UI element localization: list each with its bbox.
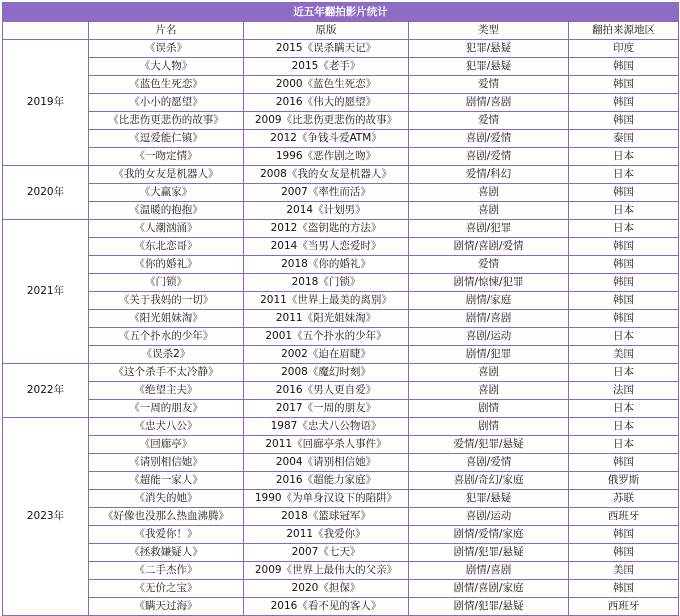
cell-genre: 爱情/科幻 bbox=[409, 166, 569, 184]
cell-genre: 剧情/爱情/家庭 bbox=[409, 526, 569, 544]
header-year bbox=[3, 22, 89, 40]
cell-original: 2018《门锁》 bbox=[244, 274, 409, 292]
cell-original: 2016《超能力家庭》 bbox=[244, 472, 409, 490]
cell-region: 日本 bbox=[569, 436, 679, 454]
table-row bbox=[3, 508, 679, 526]
cell-region: 日本 bbox=[569, 364, 679, 382]
cell-title: 《东北恋哥》 bbox=[89, 238, 244, 256]
table-row bbox=[3, 238, 679, 256]
cell-genre: 爱情 bbox=[409, 256, 569, 274]
year-cell: 2021年 bbox=[3, 220, 89, 364]
cell-region: 泰国 bbox=[569, 130, 679, 148]
table-row bbox=[3, 112, 679, 130]
cell-title: 《你的婚礼》 bbox=[89, 256, 244, 274]
cell-region: 美国 bbox=[569, 562, 679, 580]
cell-original: 2016《男人更自爱》 bbox=[244, 382, 409, 400]
cell-original: 2011《世界上最美的离别》 bbox=[244, 292, 409, 310]
table-row bbox=[3, 94, 679, 112]
cell-title: 《忠犬八公》 bbox=[89, 418, 244, 436]
table-title: 近五年翻拍影片统计 bbox=[3, 3, 679, 22]
cell-region: 韩国 bbox=[569, 454, 679, 472]
cell-region: 日本 bbox=[569, 418, 679, 436]
cell-genre: 剧情/喜剧 bbox=[409, 562, 569, 580]
cell-region: 日本 bbox=[569, 220, 679, 238]
table-row bbox=[3, 76, 679, 94]
cell-original: 2009《世界上最伟大的父亲》 bbox=[244, 562, 409, 580]
cell-title: 《蓝色生死恋》 bbox=[89, 76, 244, 94]
cell-genre: 剧情/犯罪 bbox=[409, 346, 569, 364]
cell-original: 2012《盗钥匙的方法》 bbox=[244, 220, 409, 238]
table-row bbox=[3, 382, 679, 400]
cell-title: 《逗爱能仁镇》 bbox=[89, 130, 244, 148]
cell-region: 印度 bbox=[569, 40, 679, 58]
cell-original: 2014《当男人恋爱时》 bbox=[244, 238, 409, 256]
table-row bbox=[3, 166, 679, 184]
cell-genre: 剧情/惊悚/犯罪 bbox=[409, 274, 569, 292]
cell-genre: 剧情/犯罪/悬疑 bbox=[409, 544, 569, 562]
cell-region: 韩国 bbox=[569, 76, 679, 94]
cell-title: 《比悲伤更悲伤的故事》 bbox=[89, 112, 244, 130]
table-row bbox=[3, 400, 679, 418]
cell-title: 《门锁》 bbox=[89, 274, 244, 292]
table-row bbox=[3, 40, 679, 58]
cell-title: 《关于我妈的一切》 bbox=[89, 292, 244, 310]
header-original: 原版 bbox=[244, 22, 409, 40]
cell-genre: 剧情/喜剧/爱情 bbox=[409, 238, 569, 256]
cell-genre: 喜剧/运动 bbox=[409, 508, 569, 526]
cell-region: 韩国 bbox=[569, 526, 679, 544]
cell-original: 2015《误杀瞒天记》 bbox=[244, 40, 409, 58]
cell-genre: 剧情/喜剧/家庭 bbox=[409, 580, 569, 598]
cell-region: 韩国 bbox=[569, 580, 679, 598]
cell-genre: 剧情 bbox=[409, 418, 569, 436]
table-row bbox=[3, 526, 679, 544]
cell-genre: 喜剧 bbox=[409, 202, 569, 220]
table-row bbox=[3, 58, 679, 76]
cell-original: 1990《为单身汉设下的陷阱》 bbox=[244, 490, 409, 508]
cell-title: 《二手杰作》 bbox=[89, 562, 244, 580]
cell-original: 2016《看不见的客人》 bbox=[244, 598, 409, 616]
cell-region: 日本 bbox=[569, 400, 679, 418]
table-row bbox=[3, 544, 679, 562]
cell-region: 韩国 bbox=[569, 238, 679, 256]
cell-title: 《阳光姐妹淘》 bbox=[89, 310, 244, 328]
year-cell: 2020年 bbox=[3, 166, 89, 220]
cell-original: 2011《回廊亭杀人事件》 bbox=[244, 436, 409, 454]
cell-genre: 犯罪/悬疑 bbox=[409, 490, 569, 508]
cell-original: 2012《争钱斗爱ATM》 bbox=[244, 130, 409, 148]
cell-title: 《这个杀手不太冷静》 bbox=[89, 364, 244, 382]
table-row bbox=[3, 562, 679, 580]
cell-title: 《一周的朋友》 bbox=[89, 400, 244, 418]
cell-genre: 剧情/喜剧 bbox=[409, 310, 569, 328]
table-row bbox=[3, 436, 679, 454]
table-row bbox=[3, 346, 679, 364]
table-body bbox=[3, 3, 679, 616]
cell-original: 2018《篮球冠军》 bbox=[244, 508, 409, 526]
cell-region: 日本 bbox=[569, 166, 679, 184]
cell-region: 韩国 bbox=[569, 544, 679, 562]
cell-region: 韩国 bbox=[569, 184, 679, 202]
cell-title: 《五个扑水的少年》 bbox=[89, 328, 244, 346]
cell-genre: 喜剧 bbox=[409, 184, 569, 202]
cell-region: 苏联 bbox=[569, 490, 679, 508]
cell-title: 《大赢家》 bbox=[89, 184, 244, 202]
cell-region: 美国 bbox=[569, 346, 679, 364]
cell-original: 2015《老手》 bbox=[244, 58, 409, 76]
cell-title: 《拯救嫌疑人》 bbox=[89, 544, 244, 562]
cell-title: 《我的女友是机器人》 bbox=[89, 166, 244, 184]
cell-title: 《好像也没那么热血沸腾》 bbox=[89, 508, 244, 526]
cell-genre: 喜剧/运动 bbox=[409, 328, 569, 346]
cell-title: 《误杀2》 bbox=[89, 346, 244, 364]
table-row bbox=[3, 202, 679, 220]
cell-original: 2018《你的婚礼》 bbox=[244, 256, 409, 274]
table-row bbox=[3, 418, 679, 436]
cell-genre: 喜剧/爱情 bbox=[409, 130, 569, 148]
cell-title: 《无价之宝》 bbox=[89, 580, 244, 598]
cell-genre: 剧情/喜剧 bbox=[409, 94, 569, 112]
cell-original: 2002《迫在眉睫》 bbox=[244, 346, 409, 364]
header-genre: 类型 bbox=[409, 22, 569, 40]
cell-region: 西班牙 bbox=[569, 598, 679, 616]
cell-region: 日本 bbox=[569, 202, 679, 220]
table-row bbox=[3, 220, 679, 238]
cell-region: 韩国 bbox=[569, 274, 679, 292]
cell-genre: 爱情 bbox=[409, 76, 569, 94]
year-cell: 2022年 bbox=[3, 364, 89, 418]
cell-region: 韩国 bbox=[569, 112, 679, 130]
cell-original: 2020《担保》 bbox=[244, 580, 409, 598]
cell-title: 《小小的愿望》 bbox=[89, 94, 244, 112]
cell-region: 法国 bbox=[569, 382, 679, 400]
cell-region: 西班牙 bbox=[569, 508, 679, 526]
cell-title: 《误杀》 bbox=[89, 40, 244, 58]
cell-title: 《大人物》 bbox=[89, 58, 244, 76]
cell-genre: 犯罪/悬疑 bbox=[409, 58, 569, 76]
table-row bbox=[3, 274, 679, 292]
cell-region: 俄罗斯 bbox=[569, 472, 679, 490]
table-row bbox=[3, 148, 679, 166]
cell-original: 2014《计划男》 bbox=[244, 202, 409, 220]
year-cell: 2023年 bbox=[3, 418, 89, 616]
cell-genre: 喜剧 bbox=[409, 382, 569, 400]
cell-original: 2008《魔幻时刻》 bbox=[244, 364, 409, 382]
cell-original: 2009《比悲伤更悲伤的故事》 bbox=[244, 112, 409, 130]
cell-genre: 喜剧/奇幻/家庭 bbox=[409, 472, 569, 490]
cell-original: 2007《七天》 bbox=[244, 544, 409, 562]
cell-genre: 喜剧/爱情 bbox=[409, 454, 569, 472]
cell-title: 《人潮汹涌》 bbox=[89, 220, 244, 238]
cell-original: 2000《蓝色生死恋》 bbox=[244, 76, 409, 94]
table-row bbox=[3, 364, 679, 382]
cell-region: 韩国 bbox=[569, 292, 679, 310]
table-row bbox=[3, 328, 679, 346]
cell-title: 《超能一家人》 bbox=[89, 472, 244, 490]
table-row bbox=[3, 580, 679, 598]
remake-films-table bbox=[2, 2, 679, 616]
cell-title: 《消失的她》 bbox=[89, 490, 244, 508]
cell-title: 《我爱你！》 bbox=[89, 526, 244, 544]
cell-original: 2011《阳光姐妹淘》 bbox=[244, 310, 409, 328]
cell-title: 《瞒天过海》 bbox=[89, 598, 244, 616]
cell-region: 韩国 bbox=[569, 256, 679, 274]
table-container bbox=[2, 2, 678, 616]
cell-original: 2004《请别相信她》 bbox=[244, 454, 409, 472]
cell-genre: 喜剧/犯罪 bbox=[409, 220, 569, 238]
cell-genre: 爱情/犯罪/悬疑 bbox=[409, 436, 569, 454]
cell-title: 《绝望主夫》 bbox=[89, 382, 244, 400]
cell-genre: 剧情 bbox=[409, 400, 569, 418]
cell-original: 1996《恶作剧之吻》 bbox=[244, 148, 409, 166]
table-row bbox=[3, 130, 679, 148]
cell-title: 《一吻定情》 bbox=[89, 148, 244, 166]
cell-genre: 犯罪/悬疑 bbox=[409, 40, 569, 58]
cell-original: 2017《一周的朋友》 bbox=[244, 400, 409, 418]
table-row bbox=[3, 256, 679, 274]
title-row bbox=[3, 3, 679, 22]
cell-original: 2016《伟大的愿望》 bbox=[244, 94, 409, 112]
cell-genre: 剧情/犯罪/悬疑 bbox=[409, 598, 569, 616]
cell-genre: 喜剧 bbox=[409, 364, 569, 382]
table-row bbox=[3, 472, 679, 490]
cell-genre: 剧情/家庭 bbox=[409, 292, 569, 310]
table-row bbox=[3, 310, 679, 328]
year-cell: 2019年 bbox=[3, 40, 89, 166]
cell-genre: 喜剧/爱情 bbox=[409, 148, 569, 166]
cell-original: 2008《我的女友是机器人》 bbox=[244, 166, 409, 184]
cell-region: 日本 bbox=[569, 148, 679, 166]
table-row bbox=[3, 454, 679, 472]
cell-original: 2007《率性而活》 bbox=[244, 184, 409, 202]
cell-title: 《温暖的抱抱》 bbox=[89, 202, 244, 220]
cell-original: 2011《我爱你》 bbox=[244, 526, 409, 544]
table-row bbox=[3, 292, 679, 310]
cell-region: 韩国 bbox=[569, 94, 679, 112]
header-title: 片名 bbox=[89, 22, 244, 40]
cell-original: 2001《五个扑水的少年》 bbox=[244, 328, 409, 346]
header-region: 翻拍来源地区 bbox=[569, 22, 679, 40]
cell-title: 《请别相信她》 bbox=[89, 454, 244, 472]
cell-region: 韩国 bbox=[569, 58, 679, 76]
cell-region: 日本 bbox=[569, 328, 679, 346]
table-row bbox=[3, 490, 679, 508]
cell-genre: 爱情 bbox=[409, 112, 569, 130]
table-row bbox=[3, 598, 679, 616]
header-row bbox=[3, 22, 679, 40]
table-row bbox=[3, 184, 679, 202]
cell-original: 1987《忠犬八公物语》 bbox=[244, 418, 409, 436]
cell-title: 《回廊亭》 bbox=[89, 436, 244, 454]
cell-region: 韩国 bbox=[569, 310, 679, 328]
